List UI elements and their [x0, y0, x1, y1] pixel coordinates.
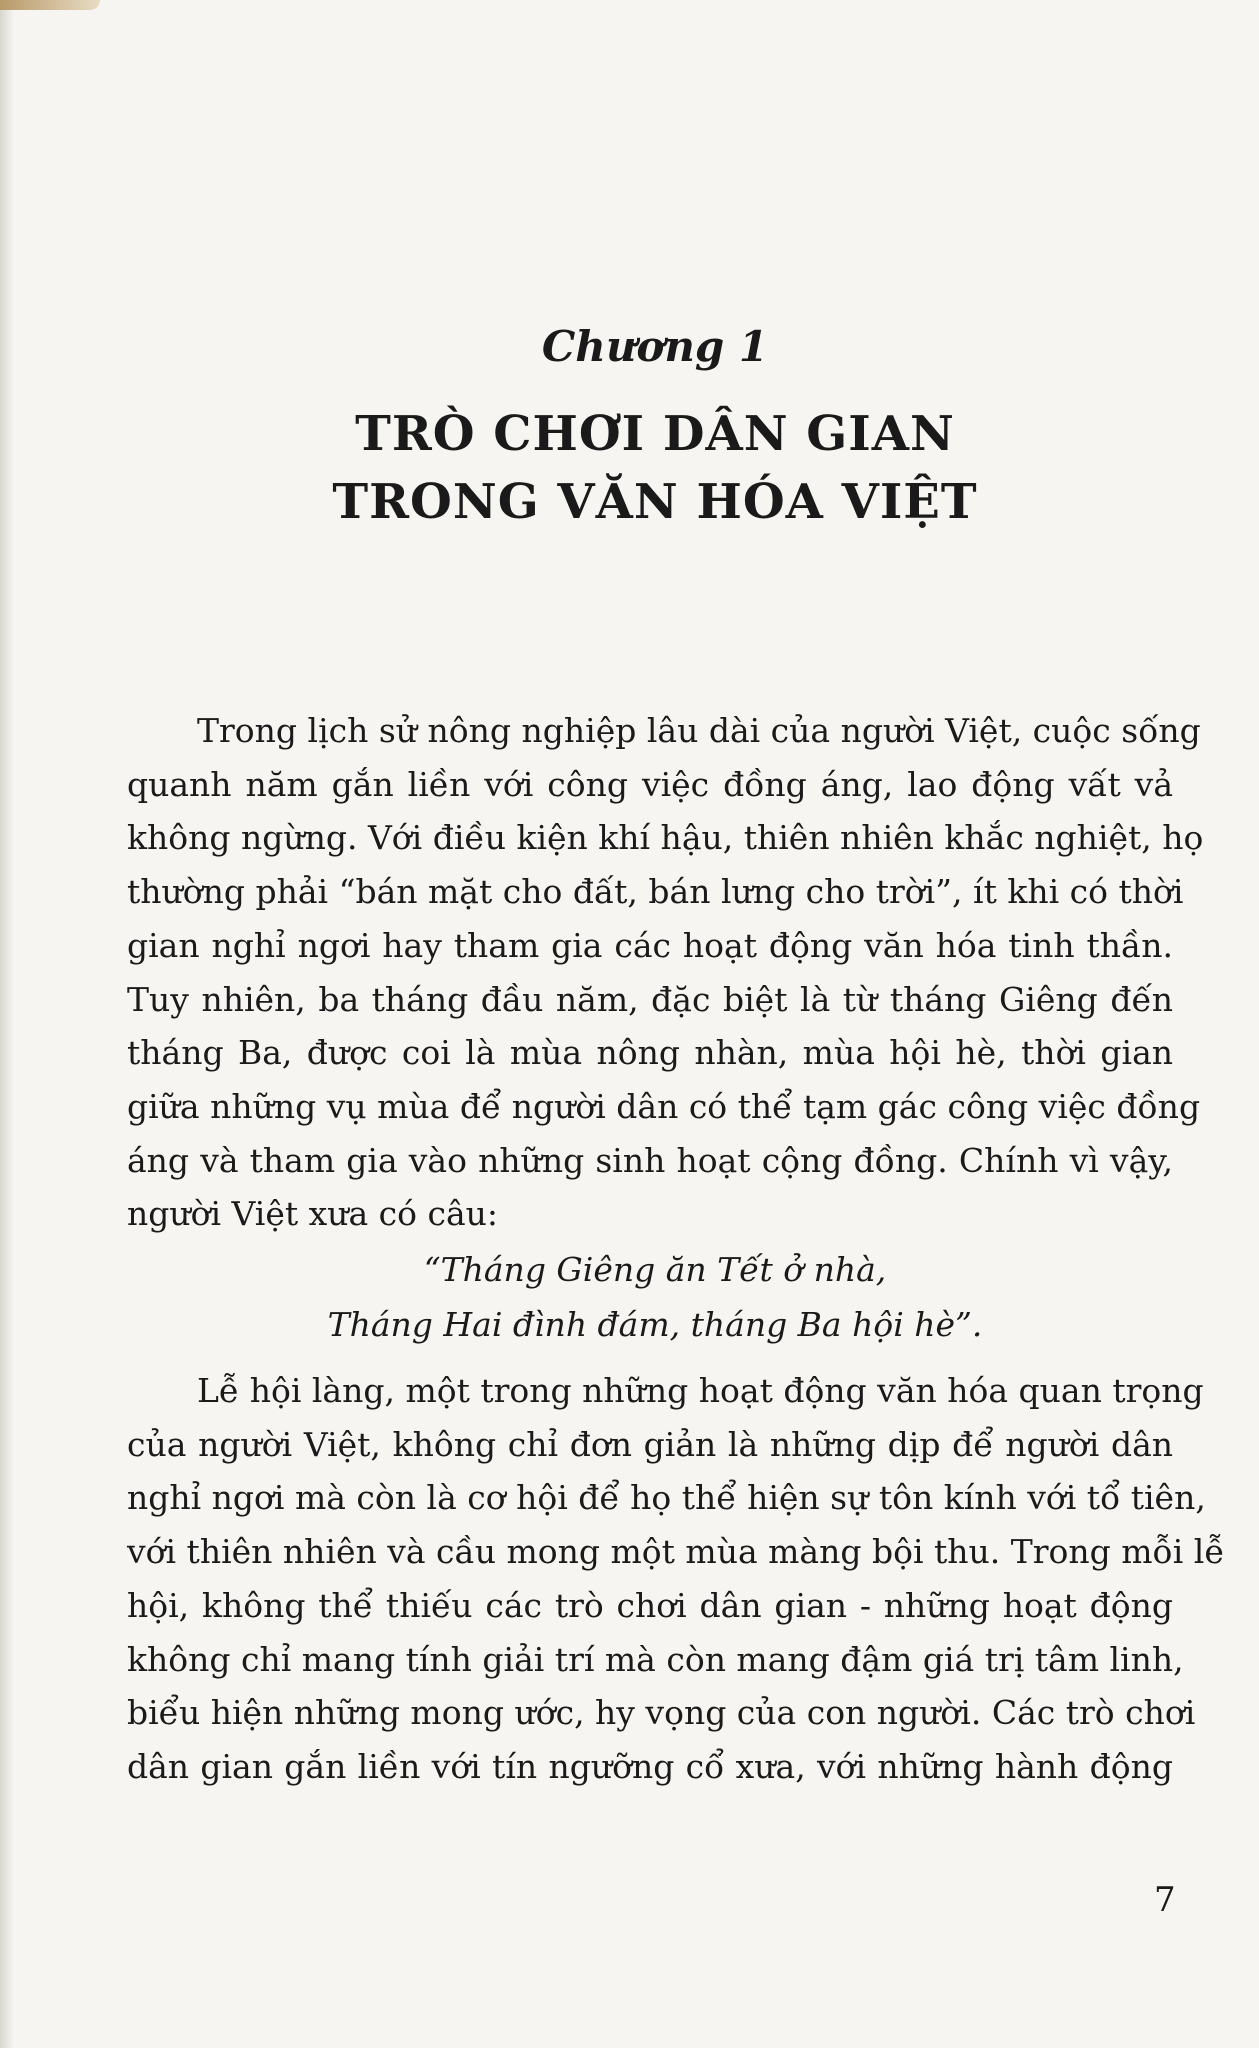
text-line: gian nghỉ ngơi hay tham gia các hoạt động văn hóa tinh thần.	[127, 925, 1173, 965]
paragraph-2	[127, 1364, 1225, 1794]
text-line: biểu hiện những mong ước, hy vọng của con người. Các trò chơi	[127, 1693, 1196, 1733]
text-line: Tuy nhiên, ba tháng đầu năm, đặc biệt là từ tháng Giêng đến	[127, 979, 1173, 1019]
text-line: quanh năm gắn liền với công việc đồng áng, lao động vất vả	[127, 764, 1173, 804]
page-corner	[0, 0, 100, 10]
text-line: với thiên nhiên và cầu mong một mùa màng bội thu. Trong mỗi lễ	[127, 1532, 1225, 1572]
quote-line-1: “Tháng Giêng ăn Tết ở nhà,	[423, 1250, 887, 1289]
text-line: tháng Ba, được coi là mùa nông nhàn, mùa hội hè, thời gian	[127, 1033, 1173, 1073]
text-line: không ngừng. Với điều kiện khí hậu, thiên nhiên khắc nghiệt, họ	[127, 818, 1204, 858]
text-line: người Việt xưa có câu:	[127, 1194, 499, 1234]
chapter-title-line-1: TRÒ CHƠI DÂN GIAN	[355, 406, 955, 462]
page-edge-shadow	[0, 0, 14, 2048]
text-line: không chỉ mang tính giải trí mà còn mang đậm giá trị tâm linh,	[127, 1639, 1184, 1679]
text-line: Trong lịch sử nông nghiệp lâu dài của người Việt, cuộc sống	[197, 711, 1201, 750]
text-line: hội, không thể thiếu các trò chơi dân gian - những hoạt động	[127, 1585, 1173, 1625]
text-line: của người Việt, không chỉ đơn giản là những dịp để người dân	[127, 1424, 1173, 1464]
text-line: dân gian gắn liền với tín ngưỡng cổ xưa, với những hành động	[127, 1746, 1173, 1786]
text-line: áng và tham gia vào những sinh hoạt cộng đồng. Chính vì vậy,	[127, 1140, 1173, 1180]
chapter-label: Chương 1	[541, 322, 769, 371]
paragraph-1	[127, 704, 1204, 1241]
chapter-title-line-2: TRONG VĂN HÓA VIỆT	[332, 474, 978, 530]
text-line: giữa những vụ mùa để người dân có thể tạm gác công việc đồng	[127, 1086, 1201, 1126]
text-line: Lễ hội làng, một trong những hoạt động văn hóa quan trọng	[197, 1371, 1204, 1410]
text-line: thường phải “bán mặt cho đất, bán lưng cho trời”, ít khi có thời	[127, 872, 1184, 912]
page-number: 7	[1154, 1880, 1176, 1920]
text-line: nghỉ ngơi mà còn là cơ hội để họ thể hiện sự tôn kính với tổ tiên,	[127, 1478, 1206, 1518]
quote-line-2: Tháng Hai đình đám, tháng Ba hội hè”.	[327, 1305, 983, 1344]
